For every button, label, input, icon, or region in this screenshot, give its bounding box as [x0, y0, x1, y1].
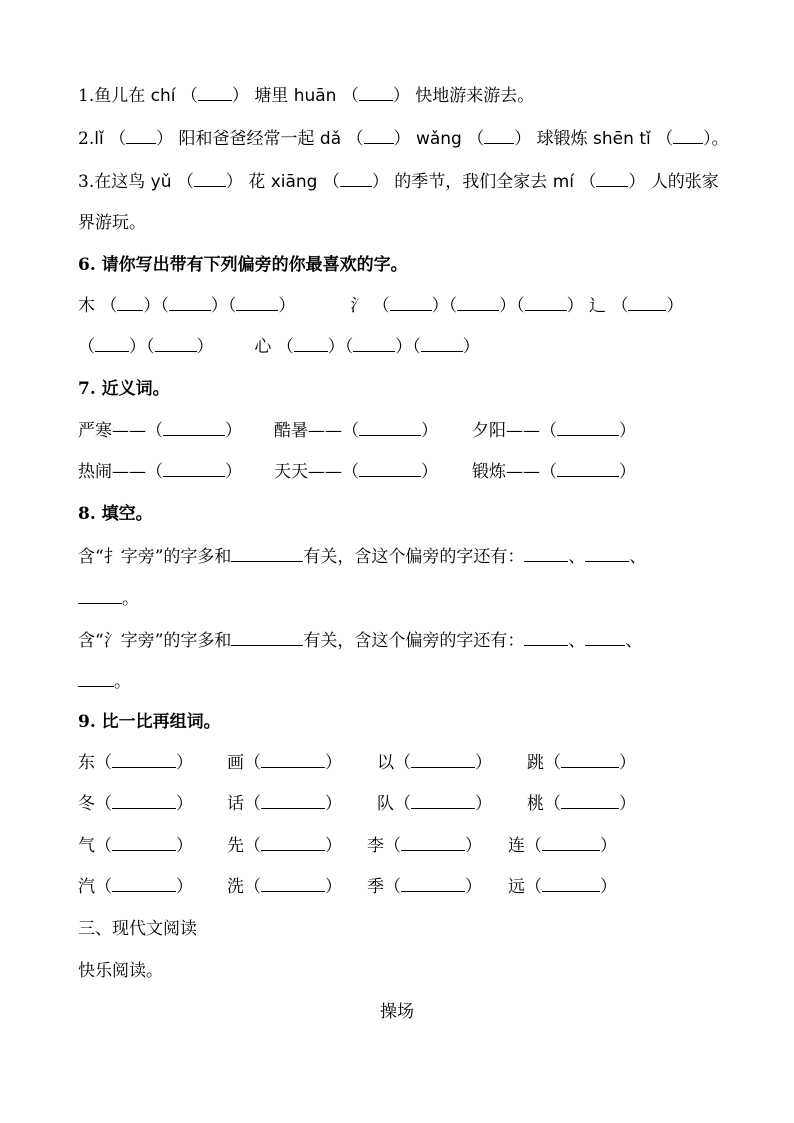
q8-blank[interactable]: [524, 545, 568, 562]
compare-blank[interactable]: [401, 834, 465, 851]
q6-blank[interactable]: [294, 335, 328, 352]
question-6-row-2: （ ）（ ） 心 （ ）（ ）（ ）: [78, 337, 480, 357]
synonym-blank[interactable]: [359, 460, 421, 477]
q2-pinyin-3: wǎng: [415, 129, 462, 149]
passage-title: 操场: [380, 1002, 414, 1022]
synonym-blank[interactable]: [557, 460, 619, 477]
question-6-row-1: 木 （ ）（ ）（ ） 氵 （ ）（ ）（ ） 辶 （ ）: [78, 296, 684, 316]
compare-blank[interactable]: [561, 751, 619, 768]
compare-item: 汽（ ）: [78, 877, 193, 897]
compare-blank[interactable]: [112, 751, 176, 768]
q2-blank-2[interactable]: [364, 127, 394, 144]
compare-blank[interactable]: [261, 792, 325, 809]
synonym-blank[interactable]: [359, 419, 421, 436]
question-9-title: 9. 比一比再组词。: [78, 712, 221, 732]
compare-blank[interactable]: [261, 751, 325, 768]
compare-blank[interactable]: [411, 751, 475, 768]
q6-blank[interactable]: [95, 335, 129, 352]
synonym-item: 酷暑——（ ）: [274, 421, 438, 441]
q6-blank[interactable]: [421, 335, 463, 352]
q8-blank[interactable]: [585, 545, 629, 562]
compare-blank[interactable]: [401, 875, 465, 892]
compare-item: 以（ ）: [377, 753, 492, 773]
question-8-line-2: 含“氵字旁”的字多和 有关，含这个偏旁的字还有： 、 、: [78, 631, 643, 651]
question-2: 2.lǐ （ ） 阳和爸爸经常一起 dǎ （ ） wǎng （ ） 球锻炼 shēn tǐ （ ）。: [78, 129, 729, 149]
compare-blank[interactable]: [261, 875, 325, 892]
q3-blank-3[interactable]: [596, 170, 628, 187]
q3-blank-2[interactable]: [340, 170, 372, 187]
q6-blank[interactable]: [155, 335, 197, 352]
compare-item: 画（ ）: [227, 753, 342, 773]
question-6-title: 6. 请你写出带有下列偏旁的你最喜欢的字。: [78, 255, 408, 275]
compare-blank[interactable]: [411, 792, 475, 809]
compare-item: 气（ ）: [78, 836, 193, 856]
q3-blank-1[interactable]: [194, 170, 226, 187]
compare-item: 远（ ）: [508, 877, 617, 897]
q6-blank[interactable]: [525, 294, 567, 311]
q2-pinyin-2: dǎ: [319, 129, 342, 149]
q1-blank-1[interactable]: [198, 84, 232, 101]
q1-pinyin-2: huān: [293, 86, 337, 106]
q3-pinyin-1: yǔ: [150, 172, 172, 192]
compare-blank[interactable]: [112, 792, 176, 809]
question-3-continued: 界游玩。: [78, 213, 146, 233]
compare-item: 桃（ ）: [527, 794, 636, 814]
synonym-blank[interactable]: [557, 419, 619, 436]
q2-blank-4[interactable]: [673, 127, 703, 144]
synonym-item: 夕阳——（ ）: [472, 421, 636, 441]
q8-blank[interactable]: [585, 629, 625, 646]
compare-item: 连（ ）: [508, 836, 617, 856]
q2-blank-3[interactable]: [484, 127, 514, 144]
compare-item: 队（ ）: [377, 794, 492, 814]
q8-blank[interactable]: [231, 629, 303, 646]
q3-pinyin-2: xiāng: [270, 172, 318, 192]
q1-text-end: 快地游来游去。: [415, 86, 535, 106]
compare-item: 话（ ）: [227, 794, 342, 814]
compare-blank[interactable]: [112, 875, 176, 892]
question-3: 3.在这鸟 yǔ （ ） 花 xiāng （ ） 的季节，我们全家去 mí （ ） 人的张家: [78, 172, 719, 192]
q8-blank[interactable]: [78, 587, 122, 604]
question-8-line-1-cont: 。: [78, 587, 139, 611]
compare-blank[interactable]: [542, 834, 600, 851]
q1-pinyin-1: chí: [150, 86, 176, 106]
compare-blank[interactable]: [112, 834, 176, 851]
question-8-line-1: 含“扌字旁”的字多和 有关，含这个偏旁的字还有： 、 、: [78, 547, 647, 567]
q8-blank[interactable]: [78, 670, 114, 687]
reading-intro: 快乐阅读。: [78, 961, 163, 981]
question-1: 1.鱼儿在 chí （ ） 塘里 huān （ ） 快地游来游去。: [78, 86, 535, 106]
compare-item: 跳（ ）: [527, 753, 636, 773]
synonym-blank[interactable]: [163, 419, 225, 436]
synonym-blank[interactable]: [163, 460, 225, 477]
compare-blank[interactable]: [542, 875, 600, 892]
radical-chuo: 辶: [589, 296, 607, 316]
compare-item: 洗（ ）: [227, 877, 342, 897]
question-8-line-2-cont: 。: [78, 670, 131, 694]
q6-blank[interactable]: [236, 294, 278, 311]
q1-blank-2[interactable]: [359, 84, 393, 101]
q6-blank[interactable]: [457, 294, 499, 311]
q3-pinyin-3: mí: [552, 172, 574, 192]
synonym-item: 天天——（ ）: [274, 462, 438, 482]
question-7-title: 7. 近义词。: [78, 379, 170, 399]
q6-blank[interactable]: [390, 294, 432, 311]
q8-blank[interactable]: [231, 545, 303, 562]
q2-pinyin-4: shēn tǐ: [593, 129, 651, 149]
q6-blank[interactable]: [117, 294, 143, 311]
radical-xin: 心: [254, 337, 272, 357]
synonym-item: 严寒——（ ）: [78, 421, 242, 441]
q2-pinyin-1: lǐ: [94, 129, 104, 149]
compare-blank[interactable]: [561, 792, 619, 809]
synonym-item: 锻炼——（ ）: [472, 462, 636, 482]
section-3-title: 三、现代文阅读: [78, 919, 197, 939]
compare-item: 东（ ）: [78, 753, 193, 773]
q6-blank[interactable]: [628, 294, 666, 311]
compare-item: 李（ ）: [367, 836, 482, 856]
compare-item: 季（ ）: [367, 877, 482, 897]
compare-item: 冬（ ）: [78, 794, 193, 814]
q6-blank[interactable]: [353, 335, 395, 352]
question-8-title: 8. 填空。: [78, 504, 153, 524]
q1-text-mid: 塘里: [254, 86, 289, 106]
radical-shui: 氵: [350, 296, 368, 316]
radical-mu: 木: [78, 296, 95, 316]
q8-blank[interactable]: [524, 629, 568, 646]
q2-blank-1[interactable]: [126, 127, 156, 144]
synonym-item: 热闹——（ ）: [78, 462, 242, 482]
q6-blank[interactable]: [169, 294, 211, 311]
compare-blank[interactable]: [261, 834, 325, 851]
q1-text-start: 1.鱼儿在: [78, 86, 146, 106]
compare-item: 先（ ）: [227, 836, 342, 856]
